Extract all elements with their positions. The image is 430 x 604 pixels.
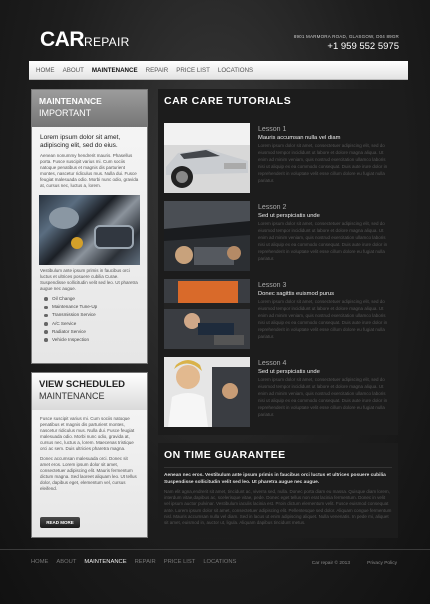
copyright-text: Car repair © 2013 — [311, 561, 350, 566]
box-title: MAINTENANCE — [39, 96, 102, 106]
footer-nav-about[interactable]: ABOUT — [56, 559, 77, 565]
lesson-2-image[interactable] — [164, 201, 250, 271]
box-body-text-2: Vestibulum ante ipsum primis in faucibus orci luctus et ultrices posuere cubilia Curae. Suspendisse sollicitudin velit sed leo. Ut pharetra augue nec augue. — [40, 268, 138, 291]
maintenance-important-box — [31, 89, 148, 364]
footer-nav-locations[interactable]: LOCATIONS — [203, 559, 237, 565]
site-logo[interactable] — [40, 28, 130, 52]
site-header — [0, 0, 430, 60]
logo-repair-text: REPAIR — [84, 35, 130, 49]
lesson-label: Lesson 4 — [258, 360, 287, 367]
lesson-item[interactable] — [164, 201, 392, 271]
lesson-body: Lorem ipsum dolor sit amet, consectetuer adipiscing elit, sed do eiusmod tempor incididunt ut labore et dolore magna aliqua. Ut enim ad minim veniam, quis nostrud exercitation ullamco laboris nisi ut aliquip ex ea commodo consequat. Duis aute irure dolor in reprehenderit in voluptate velit esse cillum dolore eu fugiat nulla pariatur. — [258, 377, 388, 417]
lesson-subtitle[interactable]: Donec sagittis euismod purus — [258, 291, 335, 297]
service-list — [32, 292, 147, 344]
lesson-subtitle[interactable]: Sed ut perspiciatis unde — [258, 213, 320, 219]
footer-nav-repair[interactable]: REPAIR — [134, 559, 156, 565]
lesson-label: Lesson 2 — [258, 204, 287, 211]
box-header — [32, 90, 147, 127]
box-title: VIEW SCHEDULED — [39, 379, 126, 390]
guarantee-lead: Aenean nec eros. Vestibulum ante ipsum primis in faucibus orci luctus et ultrices posuere cubilia Suspendisse sollicitudin velit sed leo. Ut pharetra augue nec augue. — [164, 473, 386, 485]
site-footer — [0, 549, 430, 574]
nav-item-home[interactable]: HOME — [36, 67, 55, 74]
nav-item-locations[interactable]: LOCATIONS — [217, 67, 254, 74]
lesson-3-image[interactable] — [164, 279, 250, 349]
address-text: 8901 MARMORA ROAD, GLASGOW, D04 89GR — [293, 34, 399, 39]
list-item[interactable]: Maintenance Tune-Up — [44, 303, 139, 311]
nav-item-price-list[interactable]: PRICE LIST — [176, 67, 210, 74]
footer-nav — [27, 559, 240, 565]
box-body-text: Fusce suscipit varius mi. Cum sociis natoque penatibus et magnis dis parturient montes, nascetur ridiculus mus. Nulla dui. Fusce feugiat malesuada odio. Morbi nunc odio, gravida at, cursus nec, luctus a, lorem. Maecenas tristique orci ac sem. Duis ultricies pharetra magna. — [40, 416, 135, 451]
list-item[interactable]: Oil Change — [44, 295, 139, 303]
privacy-policy-link[interactable]: Privacy Policy — [367, 561, 397, 566]
section-title: CAR CARE TUTORIALS — [164, 95, 292, 107]
guarantee-body: Nam elit agna,endrerit sit amet, tincidunt ac, viverra sed, nulla. Donec porta diam eu massa. Quisque diam lorem, interdum vitae,dapibus ac, scelerisque vitae, pede. Donec eget tellus non erat lacinia fermentum. Donec in velit vel ipsum auctor pulvinar. Vestibulum iaculis lacinia est. Proin dictum elementum velit. Fusce euismod consequat ante. Lorem ipsum dolor sit amet, consectetuer adipiscing elit. Pellentesque sed dolor. Aliquam congue fermentum nisl. Mauris accumsan nulla vel diam. Sed in lacus ut enim adipiscing aliquet. Nulla venenatis. In pede mi, aliquet sit amet, euismod in, auctor ut, ligula. Aliquam dapibus tincidunt metus. — [164, 489, 392, 526]
box-lead-text: Lorem ipsum dolor sit amet, adipiscing elit, sed do eius. — [40, 134, 121, 149]
engine-image — [39, 195, 140, 265]
lesson-item[interactable] — [164, 123, 392, 193]
lesson-4-image[interactable] — [164, 357, 250, 427]
box-header — [32, 373, 147, 410]
box-subtitle: MAINTENANCE — [39, 391, 105, 401]
nav-item-repair[interactable]: REPAIR — [145, 67, 169, 74]
list-item[interactable]: A/C Service — [44, 320, 139, 328]
view-scheduled-box — [31, 372, 148, 538]
logo-car-text: CAR — [40, 28, 84, 51]
engine-part — [94, 225, 134, 249]
list-item[interactable]: Vehicle Inspection — [44, 336, 139, 344]
divider — [164, 467, 392, 468]
lesson-body: Lorem ipsum dolor sit amet, consectetuer adipiscing elit, sed do eiusmod tempor incididunt ut labore et dolore magna aliqua. Ut enim ad minim veniam, quis nostrud exercitation ullamco laboris nisi ut aliquip ex ea commodo consequat. Duis aute irure dolor in reprehenderit in voluptate velit esse cillum dolore eu fugiat nulla pariatur. — [258, 299, 388, 339]
list-item[interactable]: Transmission Service — [44, 311, 139, 319]
lesson-label: Lesson 1 — [258, 126, 287, 133]
nav-item-about[interactable]: ABOUT — [62, 67, 84, 74]
lesson-1-image[interactable] — [164, 123, 250, 193]
list-item[interactable]: Radiator Service — [44, 328, 139, 336]
read-more-button[interactable]: READ MORE — [40, 517, 80, 528]
footer-nav-price-list[interactable]: PRICE LIST — [163, 559, 196, 565]
lesson-label: Lesson 3 — [258, 282, 287, 289]
engine-part — [71, 237, 83, 249]
footer-nav-home[interactable]: HOME — [31, 559, 49, 565]
section-title: ON TIME GUARANTEE — [164, 449, 286, 461]
box-body-text-2: Donec accumsan malesuada orci. Donec sit amet eros. Lorem ipsum dolor sit amet, consectetuer adipiscing elit. Mauris fermentum dictum magna. Sed laoreet aliquam leo. Ut tellus dolor, dapibus eget, elementum vel, cursus eleifend. — [40, 456, 137, 491]
engine-part — [49, 207, 79, 229]
lesson-item[interactable] — [164, 357, 392, 427]
lesson-item[interactable] — [164, 279, 392, 349]
box-body-text: Aenean nonummy hendrerit mauris. Phasellus porta. Fusce suscipit varius mi. Cum sociis natoque penatibus et magnis dis parturient montes, nascetur ridiculus mus. Nulla dui. Fusce feugiat malesuada odio. Morbi nunc odio, gravida at, cursus nec, luctus a, lorem. — [40, 153, 139, 188]
footer-nav-maintenance[interactable]: MAINTENANCE — [84, 559, 127, 565]
car-care-tutorials-section — [158, 89, 398, 435]
nav-item-maintenance[interactable]: MAINTENANCE — [91, 67, 138, 74]
main-nav — [29, 61, 408, 80]
lesson-subtitle[interactable]: Mauris accumsan nulla vel diam — [258, 135, 341, 141]
lesson-body: Lorem ipsum dolor sit amet, consectetuer adipiscing elit, sed do eiusmod tempor incididunt ut labore et dolore magna aliqua. Ut enim ad minim veniam, quis nostrud exercitation ullamco laboris nisi ut aliquip ex ea commodo consequat. Duis aute irure dolor in reprehenderit in voluptate velit esse cillum dolore eu fugiat nulla pariatur. — [258, 143, 388, 183]
on-time-guarantee-section — [158, 443, 398, 538]
lesson-body: Lorem ipsum dolor sit amet, consectetuer adipiscing elit, sed do eiusmod tempor incididunt ut labore et dolore magna aliqua. Ut enim ad minim veniam, quis nostrud exercitation ullamco laboris nisi ut aliquip ex ea commodo consequat. Duis aute irure dolor in reprehenderit in voluptate velit esse cillum dolore eu fugiat nulla pariatur. — [258, 221, 388, 261]
lesson-subtitle[interactable]: Sed ut perspiciatis unde — [258, 369, 320, 375]
box-subtitle: IMPORTANT — [39, 108, 92, 118]
phone-number: +1 959 552 5975 — [327, 41, 399, 52]
